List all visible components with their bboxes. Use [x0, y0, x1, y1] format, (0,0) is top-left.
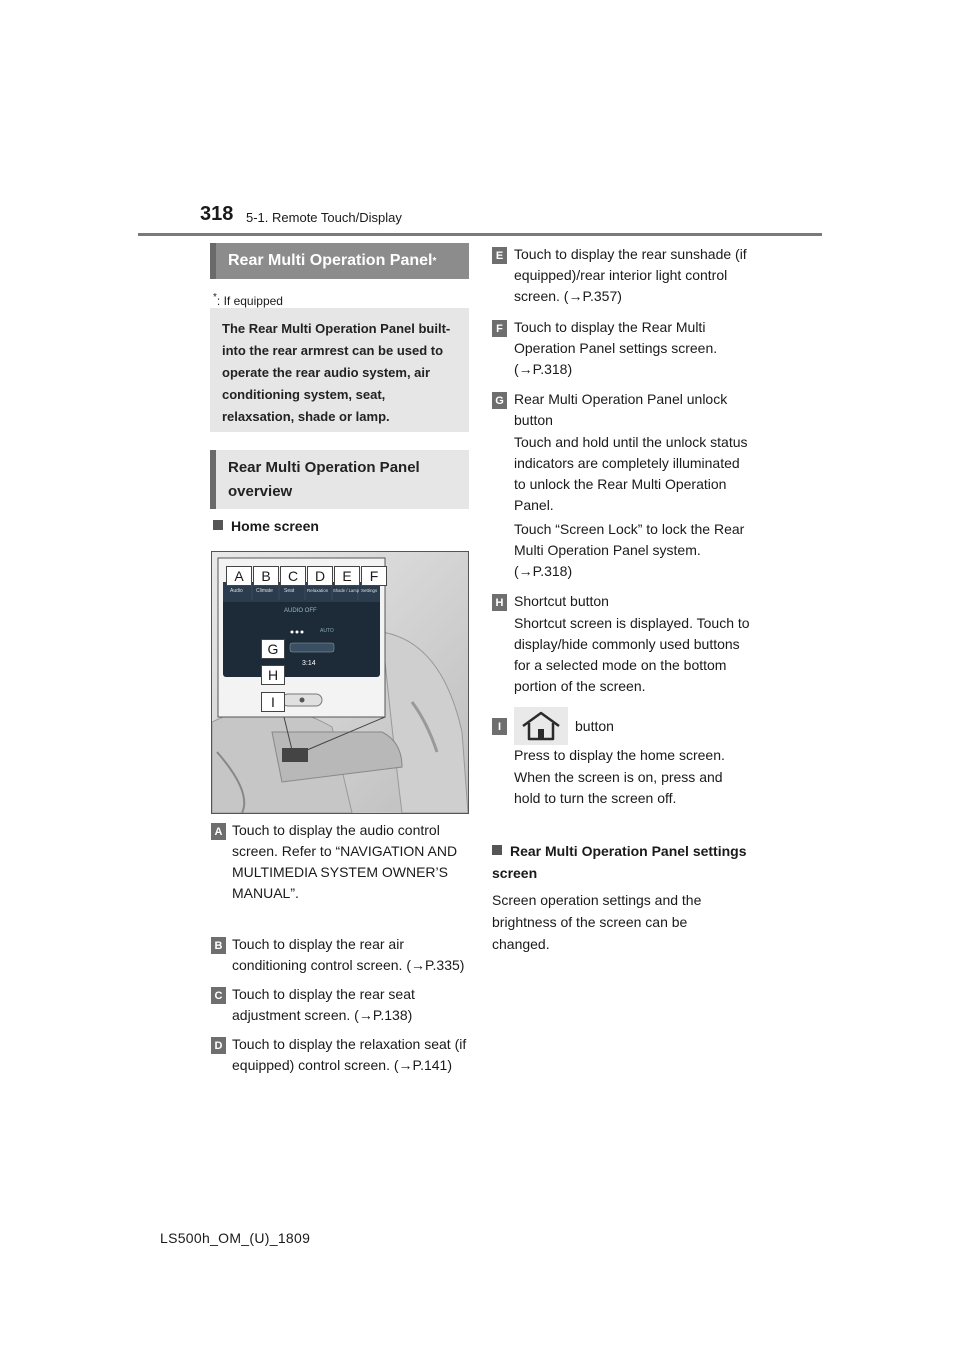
home-screen-figure	[211, 551, 469, 814]
item-c-text: Touch to display the rear seat adjustment screen. (→P.138)	[232, 986, 415, 1023]
item-e-text: Touch to display the rear sunshade (if equipped)/rear interior light control screen. (→P.357)	[514, 246, 747, 304]
home-screen-heading-text: Home screen	[231, 518, 319, 534]
item-g-detail-2: Touch “Screen Lock” to lock the Rear Multi Operation Panel system. (→P.318)	[514, 521, 745, 579]
callout-h: H	[261, 665, 285, 685]
bullet-square-icon	[492, 845, 502, 855]
badge-c: C	[211, 987, 226, 1004]
settings-screen-heading	[492, 840, 752, 884]
screen-label-relaxation: Relaxation	[307, 588, 329, 593]
item-g-text: Rear Multi Operation Panel unlock button	[514, 391, 728, 428]
item-a-text: Touch to display the audio control screen. Refer to “NAVIGATION AND MULTIMEDIA SYSTEM OWNER’S MANUAL”.	[232, 822, 458, 901]
section-title: 5-1. Remote Touch/Display	[246, 210, 402, 225]
item-b-text: Touch to display the rear air conditioning control screen. (→P.335)	[232, 936, 465, 973]
settings-screen-text: Screen operation settings and the brightness of the screen can be changed.	[492, 892, 702, 952]
item-d-text: Touch to display the relaxation seat (if equipped) control screen. (→P.141)	[232, 1036, 467, 1073]
settings-screen-heading-text: Rear Multi Operation Panel settings screen	[492, 843, 747, 881]
screen-label-shade-lamp: Shade / Lamp	[333, 588, 360, 593]
overview-heading: Rear Multi Operation Panel overview	[210, 450, 469, 509]
screen-auto: AUTO	[320, 628, 334, 634]
screen-label-seat: Seat	[284, 588, 295, 594]
callout-b: B	[253, 566, 279, 586]
screen-label-settings: Settings	[361, 588, 378, 593]
callout-c: C	[280, 566, 306, 586]
callout-e: E	[334, 566, 360, 586]
footnote-mark: *	[213, 292, 217, 303]
document-code: LS500h_OM_(U)_1809	[160, 1230, 311, 1246]
badge-d: D	[211, 1037, 226, 1054]
callout-f: F	[361, 566, 387, 586]
screen-label-audio: Audio	[230, 588, 243, 594]
bullet-square-icon	[213, 520, 223, 530]
section-heading-mark: *	[432, 255, 437, 267]
callout-a: A	[226, 566, 252, 586]
badge-b: B	[211, 937, 226, 954]
home-screen-heading	[213, 518, 319, 534]
screen-time: 3:14	[302, 660, 316, 667]
badge-a: A	[211, 823, 226, 840]
callout-d: D	[307, 566, 333, 586]
footnote-text: : If equipped	[216, 294, 283, 308]
section-heading-bar	[210, 243, 469, 279]
badge-i: I	[492, 718, 507, 735]
item-h-text: Shortcut button	[514, 593, 609, 609]
home-icon-glyph	[519, 710, 563, 742]
badge-e: E	[492, 247, 507, 264]
item-i-detail-2: When the screen is on, press and hold to turn the screen off.	[514, 769, 723, 806]
item-f-text: Touch to display the Rear Multi Operation Panel settings screen. (→P.318)	[514, 319, 718, 377]
item-h-detail: Shortcut screen is displayed. Touch to display/hide commonly used buttons for a selected mode on the bottom portion of the screen.	[514, 615, 750, 694]
callout-i: I	[261, 692, 285, 712]
item-i-text: button	[575, 718, 614, 734]
intro-box: The Rear Multi Operation Panel built-into the rear armrest can be used to operate the rear audio system, air conditioning system, seat, relaxsation, shade or lamp.	[210, 308, 469, 432]
page-number: 318	[200, 203, 234, 225]
home-icon	[514, 707, 568, 745]
badge-h: H	[492, 594, 507, 611]
section-heading: Rear Multi Operation Panel	[228, 252, 433, 269]
callout-row	[226, 566, 387, 586]
item-i-detail-1: Press to display the home screen.	[514, 747, 725, 763]
screen-status: AUDIO OFF	[284, 608, 317, 614]
item-g-detail-1: Touch and hold until the unlock status indicators are completely illuminated to unlock the Rear Multi Operation Panel.	[514, 434, 748, 513]
badge-g: G	[492, 392, 507, 409]
rear-armrest-illustration	[212, 552, 468, 813]
callout-g: G	[261, 639, 285, 659]
footnote	[213, 292, 283, 308]
screen-label-climate: Climate	[256, 588, 273, 594]
badge-f: F	[492, 320, 507, 337]
header-rule	[138, 233, 822, 236]
